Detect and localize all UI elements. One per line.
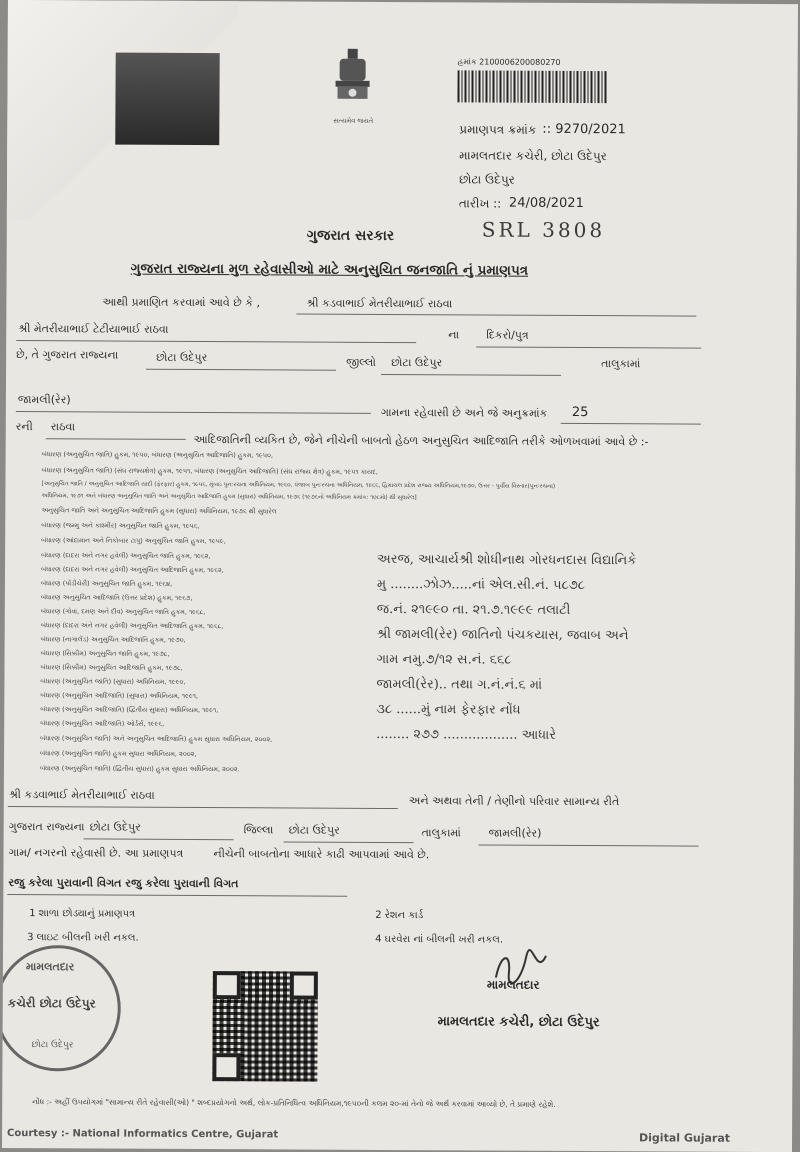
order-item: બંધારણ (દાદરા અને નગર હવેલી) અનુસુચિત આદિજાતિ હુકમ, ૧૯૬૨, (40, 565, 224, 575)
family-resident: ગામ/ નગરનો રહેવાસી છે. આ પ્રમાણપત્ર (8, 846, 184, 860)
evidence-underline (7, 894, 347, 897)
order-item: બંધારણ અનુસુચિત આદિજાતિ (ઉત્તર પ્રદેશ) હુકમ, ૧૯૬૭, (40, 593, 193, 602)
evidence-item: 3 લાઇટ બીલની ખરી નકલ. (27, 932, 139, 944)
evidence-item: 1 શાળા છોડ્યાનું પ્રમાણપત્ર (29, 908, 136, 920)
order-item: બંધારણ (અનુસુચિત આદિજાતિ) ઓર્ડર્સ, ૧૯૯૬, (40, 719, 165, 728)
father-name: શ્રી મેતરીયાભાઈ ટેટીયાભાઈ રાઠવા (18, 322, 169, 336)
office-seal (2, 945, 121, 1072)
relation-underline (476, 346, 701, 348)
handwritten-note: શ્રી જામલી(રેર) જાતિનો પંચકયાસ, જવાબ અને (376, 626, 629, 644)
family-district-underline (84, 838, 234, 840)
handwritten-note: મુ ........ઝોઝ.....નાં એલ.સી.નં. ૫૮૭૮ (376, 576, 585, 594)
issuing-office: મામલતદાર કચેરી, છોટા ઉદેપુર (459, 148, 607, 164)
footer-credit: Courtesy :- National Informatics Centre, Gujarat (7, 1128, 279, 1141)
issue-date: 24/08/2021 (508, 195, 584, 212)
order-item: બંધારણ (સિક્કીમ) અનુસુચિત જાતિ હુકમ, ૧૯૭૮, (40, 649, 170, 658)
signatory-title: મામલતદાર (486, 977, 540, 992)
barcode (457, 70, 607, 103)
relation-value: દિકરો/પુત્ર (486, 328, 529, 342)
order-item: બંધારણ (નાગાલેંડ) અનુસુચિત આદિજાતિ હુકમ, ૧૯૭૦, (40, 635, 186, 644)
order-item: બંધારણ (સિક્કીમ) અનુસુચિત આદિજાતિ હુકમ, ૧૯૭૮, (40, 663, 183, 672)
caste-text: આદિજાતિની વ્યકિત છે, જેને નીચેની બાબતો હેઠળ અનુસુચિત આદિજાતિ તરીકે ઓળખવામાં આવે છે :- (193, 432, 649, 449)
certification-intro: આથી પ્રમાણિત કરવામાં આવે છે કે , (102, 295, 261, 310)
footer-note: નોંધ :- અહીં ઉપયોગમાં "સામાન્ય રીતે રહેવાસી(ઓ) " શબ્દપ્રયોગનો અર્થ, લોક-પ્રતિનિધિત્વ અધિનિયમ,૧૯૫૦ની કલમ ૨૦-માં તેનો જે અર્થ કરવામાં આવ્યો છે, તે પ્રમાણે રહેશે. (32, 1097, 556, 1109)
father-underline (16, 340, 416, 343)
village-value: જામલી(રેર) (17, 393, 71, 407)
district-underline (146, 369, 336, 371)
order-item: બંધારણ (આંદામાન અને નિકોબાર ટાપુ) અનુસુચિત જાતિ હુકમ, ૧૯૫૯, (41, 536, 226, 546)
order-item: બંધારણ (અનુસુચિત આદિજાતિ) (દ્વિતીય સુધારા) અધિનિયમ, ૧૯૯૧, (40, 705, 219, 715)
district-label: જીલ્લો (346, 355, 376, 369)
taluka-label: તાલુકામાં (601, 357, 641, 371)
date-label: તારીખ :: (458, 196, 502, 211)
certificate-number: :: 9270/2021 (542, 121, 626, 138)
state-label: છે, તે ગુજરાત રાજ્યના (16, 348, 119, 362)
footer-brand: Digital Gujarat (639, 1131, 731, 1145)
serial-underline (561, 423, 701, 425)
order-item: બંધારણ (દાદરા અને નગર હવેલી) અનુસુચિત આદિજાતિ હુકમ, ૧૯૬૮, (40, 621, 224, 631)
handwritten-note: જ.નં. ૨૧૯૯૦ તા. ૨૧.૭.૧૯૯૯ તલાટી (376, 601, 571, 618)
barcode-number: હ્રમાંક 2100006200080270 (457, 57, 561, 67)
order-item: બંધારણ (અનુસુચિત જાતિ) (સુધારા) અધિનિયમ, ૧૯૯૦, (40, 677, 186, 686)
evidence-heading: રજુ કરેલા પુરાવાની વિગત રજુ કરેલા પુરાવાની વિગત (8, 876, 239, 891)
order-item: [અનુસુચિત જાતિ / અનુસુચિત આદિજાતિ યાદી (ફેરફાર) હુકમ, ૧૯૫૬, મુંબઇ પુનઃરચના અધિનિયમ, ૧૯૬૦, પંજાબ પુનઃરચના અધિનિયમ, ૧૯૬૬, હિમાચલ પ્રદેશ રાજ્ય અધિનિયમ,૧૯૭૦, ઉત્તર - પુર્વીય વિસ્તાર(પુનઃરચના) (41, 481, 556, 490)
caste-underline (46, 438, 186, 440)
order-item: બંધારણ (અનુસુચિત જાતિ) (દ્વિતીય સુધારા) હુકમ સુધારા અધિનિયમ, ૨૦૦૨. (39, 764, 240, 774)
family-district-label: જિલ્લા (243, 823, 274, 837)
certificate-page (2, 0, 798, 1152)
taluka-underline (381, 374, 561, 376)
family-state-label: ગુજરાત રાજ્યના (8, 820, 85, 834)
handwritten-note: ગામ નમુ.૭/૧૨ સ.નં. ૬૬૮ (376, 651, 512, 668)
taluka-value: છોટા ઉદેપુર (391, 356, 443, 370)
name-underline (296, 314, 696, 317)
caste-prefix: રની (15, 420, 33, 434)
family-village-underline (479, 844, 699, 846)
district-value: છોટા ઉદેપુર (156, 350, 208, 365)
certificate-number-label: પ્રમાણપત્ર ક્રમાંક (459, 122, 537, 137)
relation-label: ના (448, 328, 460, 342)
seal-middle-text: કચેરી છોટા ઉદેપુર (7, 996, 96, 1011)
order-item: બંધારણ (જમ્મુ અને કાશ્મીર) અનુસુચિત જાતિ હુકમ, ૧૯૫૬, (41, 521, 200, 531)
family-name: શ્રી કડવાભાઈ મેતરીયાભાઈ રાઠવા (8, 788, 155, 802)
emblem-caption: સત્યમેવ જયતે (333, 116, 374, 125)
family-district2-underline (284, 841, 414, 843)
certificate-title: ગુજરાત રાજ્યના મુળ રહેવાસીઓ માટે અનુસુચિત જનજાતિ નું પ્રમાણપત્ર (130, 260, 529, 279)
family-village: જામલી(રેર) (488, 826, 542, 840)
state-emblem-icon (327, 47, 377, 112)
evidence-item: 4 ઘરવેરા નાં બીલની ખરી નકલ. (375, 933, 504, 946)
village-underline (16, 411, 371, 414)
family-name-underline (8, 806, 398, 809)
handwritten-note: અરજ, આચાર્યશ્રી શોધીનાથ ગોરધનદાસ વિદ્યાનિકે (377, 551, 637, 569)
applicant-name: શ્રી કડવાભાઈ મેતરીયાભાઈ રાઠવા (306, 296, 453, 311)
qr-code (212, 971, 318, 1082)
seal-top-text: મામલતદાર (25, 960, 75, 974)
order-item: અધિનિયમ, ૧૯૭૧ અને બંધારણ અનુસુચિત જાતિ અને અનુસુચિત આદિજાતિ હુકમ (સુધારા) અધિનિયમ, ૧૯૭૬ (૧૯૭૬નો અધિનિયમ ક્રમાંક: ૧૦૮મો) થી સુધારેલ] (41, 493, 417, 502)
order-item: બંધારણ (પોંડીચેરી) અનુસુચિત જાતિ હુકમ, ૧૯૬૪, (40, 579, 173, 588)
family-taluka-label: તાલુકામાં (421, 826, 461, 840)
order-item: બંધારણ (ગોવા, દમણ અને દીવ) અનુસુચિત જાતિ હુકમ, ૧૯૬૮, (40, 607, 206, 617)
applicant-photo (115, 53, 219, 146)
order-item: બંધારણ (અનુસુચિત આદિજાતિ) (સુધારા) અધિનિયમ, ૧૯૯૧, (40, 691, 199, 701)
family-district-value: છોટા ઉદેપુર (89, 820, 141, 834)
order-item: બંધારણ (અનુસુચિત જાતિ) હુકમ, ૧૯૫૦, બંધારણ (અનુસુચિત આદિજાતિ) હુકમ, ૧૯૫૦, (41, 450, 274, 460)
family-text: અને અથવા તેની / તેણીનો પરિવાર સામાન્ય રીતે (408, 794, 620, 809)
evidence-item: 2 રેશન કાર્ડ (375, 909, 424, 922)
seal-bottom-text: છોટા ઉદેપુર (31, 1040, 74, 1051)
signatory-office: મામલતદાર કચેરી, છોટા ઉદેપુર (437, 1014, 600, 1031)
family-district-value-2: છોટા ઉદેપુર (288, 823, 340, 837)
handwritten-reference: SRL 3808 (481, 217, 606, 243)
order-item: બંધારણ (અનુસુચિત જાતિ) હુકમ સુધારા અધિનિયમ, ૨૦૦૨, (40, 749, 197, 758)
order-item: બંધારણ (દાદરા અને નગર હવેલી) અનુસુચિત જાતિ હુકમ, ૧૯૬૨, (41, 551, 211, 561)
family-basis: નીચેની બાબતોના આધારે કાઢી આપવામાં આવે છે. (213, 847, 430, 862)
order-item: બંધારણ (અનુસુચિત જાતિ) અને અનુસુચિત આદિજાતિ) હુકમ સુધારા અધિનિયમ, ૨૦૦૨, (40, 734, 273, 744)
order-item: અનુસુચિત જાતિ અને અનુસુચિત આદિજાતિ હુકમ (સુધારા) અધિનિયમ, ૧૯૭૬ થી સુધારેલ (41, 506, 277, 516)
government-title: ગુજરાત સરકાર (306, 227, 395, 245)
handwritten-note: જામલી(રેર).. તથા ગ.નં.નં.૬ માં (376, 676, 543, 693)
resident-text: ગામના રહેવાસી છે અને જે અનુક્રમાંક (380, 405, 548, 420)
issuing-district: છોટા ઉદેપુર (459, 172, 515, 187)
order-item: બંધારણ (અનુસુચિત જાતિ) (સંઘ રાજ્યક્ષેત્ર) હુકમ, ૧૯૫૧, બંધારણ (અનુસુચિત આદિજાતિ) (સંઘ રાજ્ય ક્ષેત્ર) હુકમ, ૧૯૫૧ કાયદ, (41, 466, 378, 476)
handwritten-note: ૩૮ ......મું નામ ફેરફાર નોંધ (376, 701, 521, 718)
serial-number: 25 (571, 404, 589, 421)
handwritten-note: ........ ૨૭૭ .................. આધારે (376, 726, 556, 743)
caste-value: રાઠવા (50, 420, 76, 434)
